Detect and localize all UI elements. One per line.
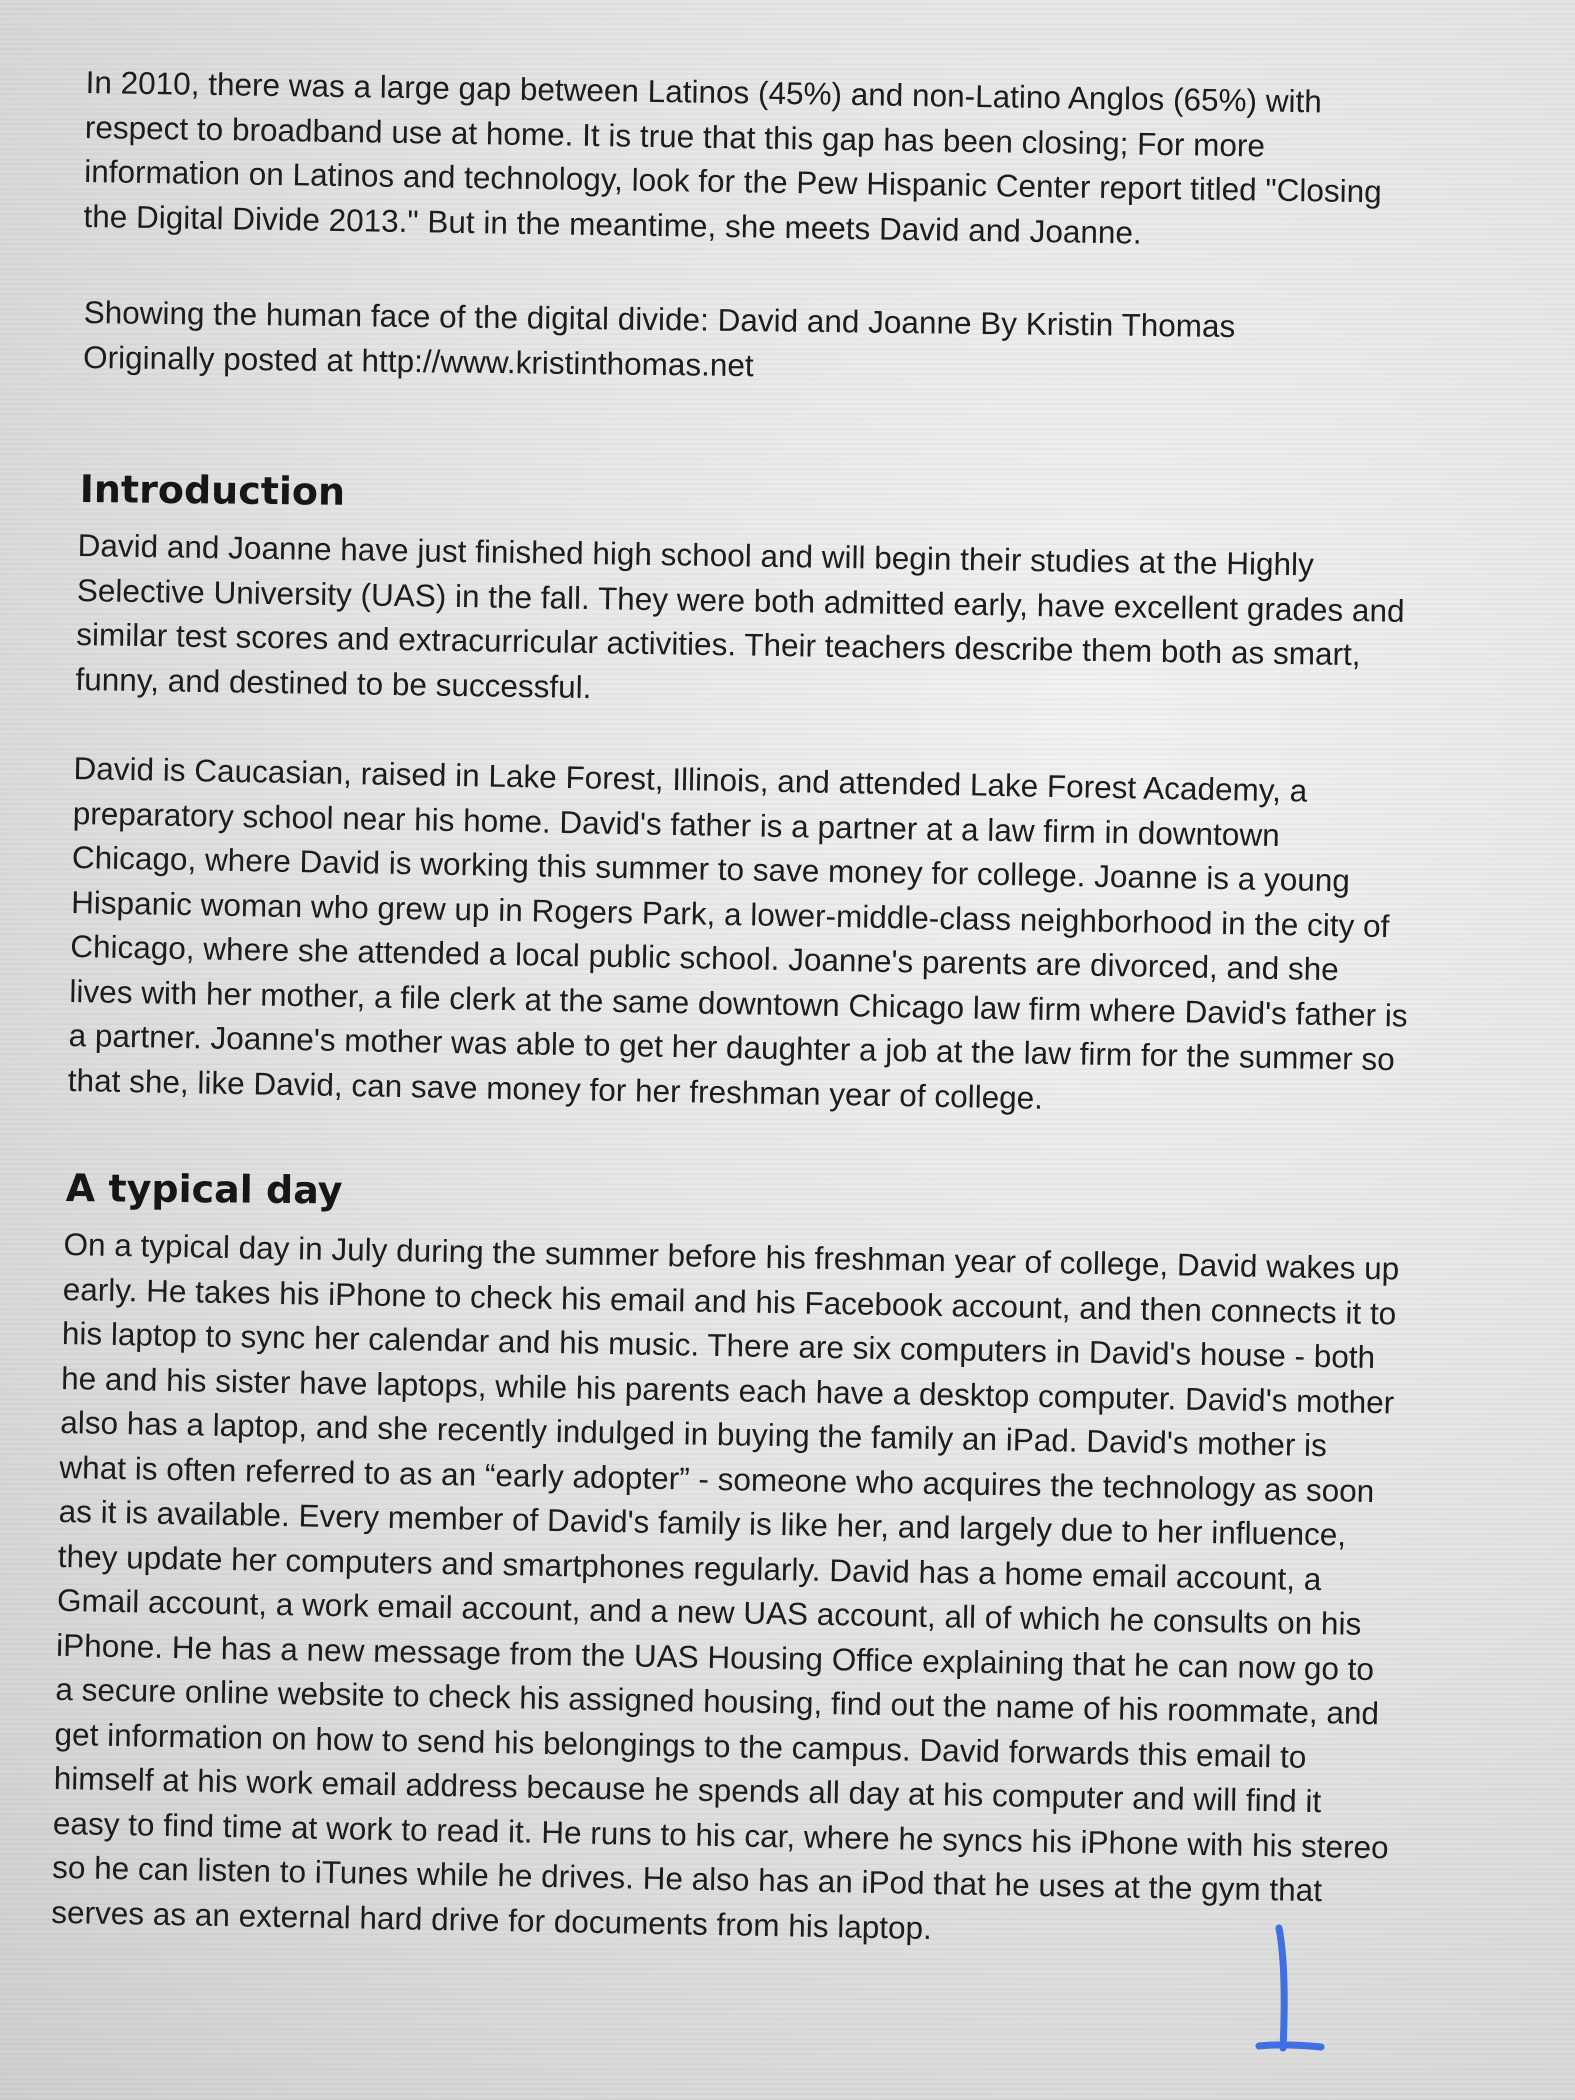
text-line: Selective University (UAS) in the fall. They were both admitted early, have excellent grades and <box>76 571 1405 629</box>
text-line: they update her computers and smartphones regularly. David has a home email account, a <box>57 1537 1322 1597</box>
source-citation <box>83 290 1534 397</box>
text-line: information on Latinos and technology, look for the Pew Hispanic Center report titled "Closing <box>83 152 1382 210</box>
text-line: get information on how to send his belongings to the campus. David forwards this email to <box>54 1715 1307 1775</box>
text-line: lives with her mother, a file clerk at the same downtown Chicago law firm where David's father is <box>69 972 1408 1033</box>
text-line: similar test scores and extracurricular activities. Their teachers describe them both as smart, <box>75 615 1361 673</box>
text-line: preparatory school near his home. David's father is a partner at a law firm in downtown <box>72 794 1281 853</box>
text-line: funny, and destined to be successful. <box>75 660 592 705</box>
text-line: serves as an external hard drive for documents from his laptop. <box>51 1893 933 1946</box>
text-line: that she, like David, can save money for her freshman year of college. <box>67 1061 1044 1116</box>
text-line: easy to find time at work to read it. He runs to his car, where he syncs his iPhone with his stereo <box>52 1804 1389 1865</box>
text-line: the Digital Divide 2013." But in the meantime, she meets David and Joanne. <box>83 197 1142 251</box>
introduction-paragraph <box>75 523 1528 724</box>
text-line: also has a laptop, and she recently indulged in buying the family an iPad. David's mother is <box>60 1403 1328 1464</box>
source-url: Originally posted at http://www.kristinthomas.net <box>82 338 754 383</box>
text-line: as it is available. Every member of David's family is like her, and largely due to her influence, <box>58 1492 1347 1553</box>
handwritten-page-number <box>1245 1920 1335 2060</box>
text-line: his laptop to sync her calendar and his music. There are six computers in David's house - both <box>61 1314 1376 1376</box>
text-line: In 2010, there was a large gap between Latinos (45%) and non-Latino Anglos (65%) with <box>85 63 1323 120</box>
text-line: On a typical day in July during the summer before his freshman year of college, David wakes up <box>63 1225 1400 1287</box>
text-line: Hispanic woman who grew up in Rogers Park, a lower-middle-class neighborhood in the city of <box>70 883 1390 944</box>
text-line: Chicago, where she attended a local public school. Joanne's parents are divorced, and she <box>70 927 1340 988</box>
text-line: himself at his work email address because he spends all day at his computer and will find it <box>53 1759 1322 1820</box>
intro-paragraph <box>83 60 1536 261</box>
text-line: David is Caucasian, raised in Lake Forest, Illinois, and attended Lake Forest Academy, a <box>73 749 1308 809</box>
text-line: Gmail account, a work email account, and a new UAS account, all of which he consults on his <box>56 1581 1362 1642</box>
text-line: respect to broadband use at home. It is true that this gap has been closing; For more <box>84 108 1266 164</box>
source-title: Showing the human face of the digital divide: David and Joanne By Kristin Thomas <box>83 293 1236 345</box>
text-line: iPhone. He has a new message from the UAS Housing Office explaining that he can now go to <box>55 1626 1375 1687</box>
typical-day-heading: A typical day <box>65 1166 343 1213</box>
typical-day-paragraph <box>51 1222 1514 1960</box>
text-line: early. He takes his iPhone to check his email and his Facebook account, and then connects it to <box>62 1270 1397 1331</box>
text-line: what is often referred to as an “early adopter” - someone who acquires the technology as soon <box>59 1448 1375 1509</box>
text-line: he and his sister have laptops, while his parents each have a desktop computer. David's mother <box>60 1359 1395 1420</box>
text-line: David and Joanne have just finished high school and will begin their studies at the Highly <box>77 526 1315 583</box>
text-line: Chicago, where David is working this summer to save money for college. Joanne is a young <box>71 838 1351 899</box>
biography-paragraph <box>67 746 1523 1129</box>
text-line: so he can listen to iTunes while he drives. He also has an iPod that he uses at the gym that <box>51 1848 1323 1909</box>
text-line: a secure online website to check his assigned housing, find out the name of his roommate, and <box>55 1670 1380 1732</box>
introduction-heading: Introduction <box>79 466 346 514</box>
text-line: a partner. Joanne's mother was able to get her daughter a job at the law firm for the summer so <box>68 1016 1396 1078</box>
